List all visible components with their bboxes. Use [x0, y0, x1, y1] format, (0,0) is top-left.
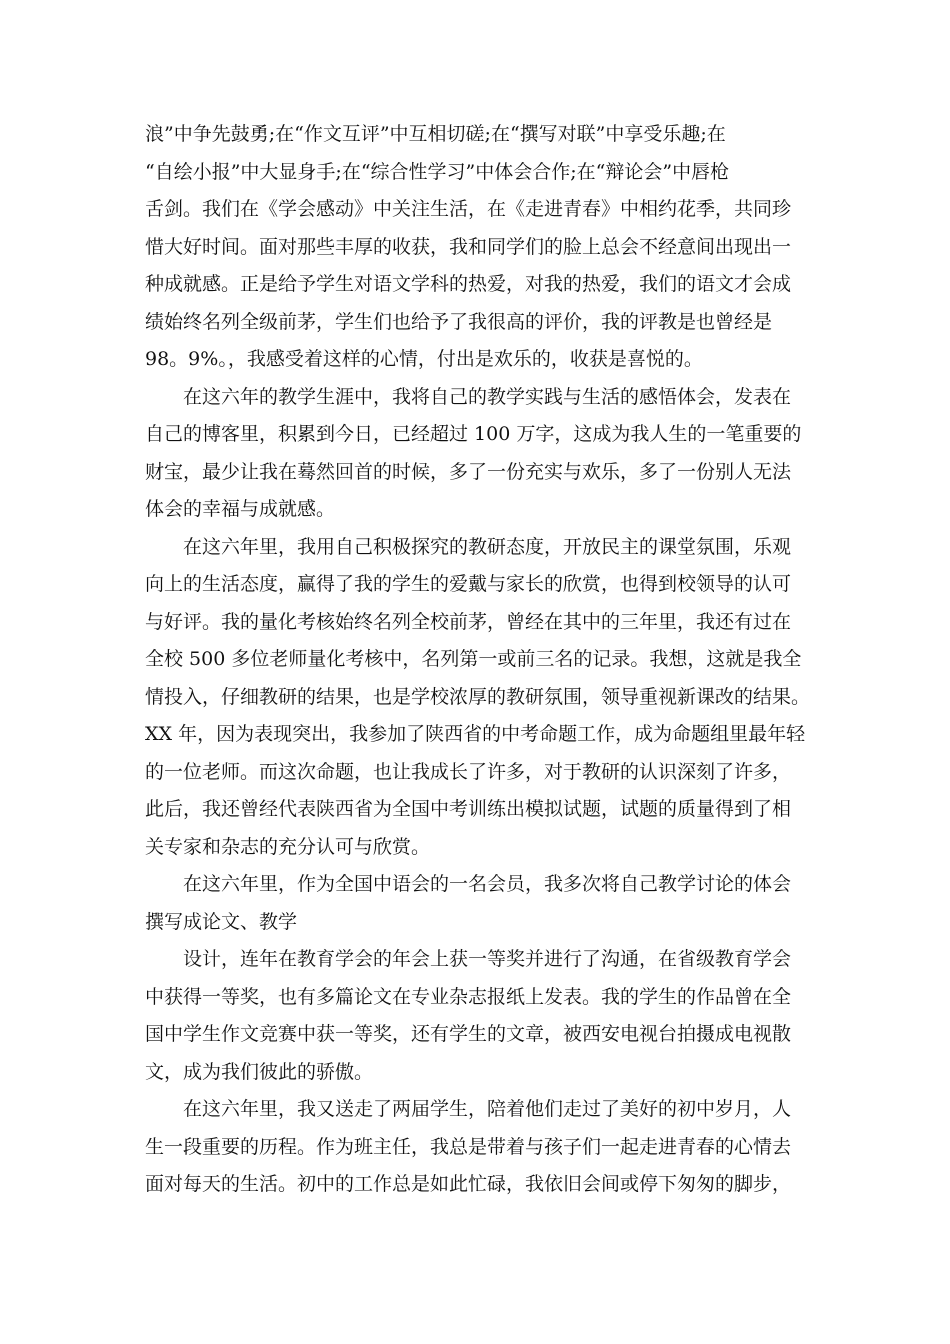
text-line: 与好评。我的量化考核始终名列全校前茅，曾经在其中的三年里，我还有过在 — [145, 610, 792, 633]
text-line: 文，成为我们彼此的骄傲。 — [145, 1060, 374, 1083]
text-line: 生一段重要的历程。作为班主任，我总是带着与孩子们一起走进青春的心情去 — [145, 1135, 792, 1158]
text-line: XX 年，因为表现突出，我参加了陕西省的中考命题工作，成为命题组里最年轻 — [145, 723, 806, 745]
text-line: 自己的博客里，积累到今日，已经超过 100 万字，这成为我人生的一笔重要的 — [145, 423, 802, 445]
paragraph-first-line: 在这六年里，我又送走了两届学生，陪着他们走过了美好的初中岁月，人 — [183, 1098, 792, 1120]
paragraph-first-line: 设计，连年在教育学会的年会上获一等奖并进行了沟通，在省级教育学会 — [183, 948, 792, 970]
paragraph-first-line: 在这六年里，作为全国中语会的一名会员，我多次将自己教学讨论的体会 — [183, 873, 792, 895]
text-line: 国中学生作文竞赛中获一等奖，还有学生的文章，被西安电视台拍摄成电视散 — [145, 1023, 792, 1045]
text-line: 向上的生活态度，赢得了我的学生的爱戴与家长的欣赏，也得到校领导的认可 — [145, 573, 792, 595]
text-line: 撰写成论文、教学 — [145, 910, 298, 933]
body-text — [145, 116, 815, 1204]
paragraph-first-line: 在这六年里，我用自己积极探究的教研态度，开放民主的课堂氛围，乐观 — [183, 535, 792, 558]
text-line: 全校 500 多位老师量化考核中，名列第一或前三名的记录。我想，这就是我全 — [145, 648, 802, 670]
text-line: 舌剑。我们在《学会感动》中关注生活，在《走进青春》中相约花季，共同珍 — [145, 198, 792, 220]
text-line: 绩始终名列全级前茅，学生们也给予了我很高的评价，我的评教是也曾经是 — [145, 310, 773, 333]
text-line: 种成就感。正是给予学生对语文学科的热爱，对我的热爱，我们的语文才会成 — [145, 273, 792, 295]
text-line: 此后，我还曾经代表陕西省为全国中考训练出模拟试题，试题的质量得到了相 — [145, 798, 792, 820]
text-line: 情投入，仔细教研的结果，也是学校浓厚的教研氛围，领导重视新课改的结果。 — [145, 685, 811, 708]
paragraph-first-line: 在这六年的教学生涯中，我将自己的教学实践与生活的感悟体会，发表在 — [183, 385, 792, 408]
text-line: 98。9%。，我感受着这样的心情，付出是欢乐的，收获是喜悦的。 — [145, 348, 703, 370]
text-line: 面对每天的生活。初中的工作总是如此忙碌，我依旧会间或停下匆匆的脚步， — [145, 1173, 792, 1195]
text-line: 中获得一等奖，也有多篇论文在专业杂志报纸上发表。我的学生的作品曾在全 — [145, 985, 792, 1008]
text-line: “自绘小报”中大显身手;在“综合性学习”中体会合作;在“辩论会”中唇枪 — [145, 160, 730, 183]
text-line: 的一位老师。而这次命题，也让我成长了许多，对于教研的认识深刻了许多， — [145, 760, 792, 783]
text-line: 体会的幸福与成就感。 — [145, 498, 336, 520]
text-line: 惜大好时间。面对那些丰厚的收获，我和同学们的脸上总会不经意间出现出一 — [145, 235, 792, 258]
text-line: 财宝，最少让我在蓦然回首的时候，多了一份充实与欢乐，多了一份别人无法 — [145, 460, 792, 483]
text-line: 关专家和杂志的充分认可与欣赏。 — [145, 835, 431, 858]
text-line: 浪”中争先鼓勇;在“作文互评”中互相切磋;在“撰写对联”中享受乐趣;在 — [145, 123, 726, 145]
